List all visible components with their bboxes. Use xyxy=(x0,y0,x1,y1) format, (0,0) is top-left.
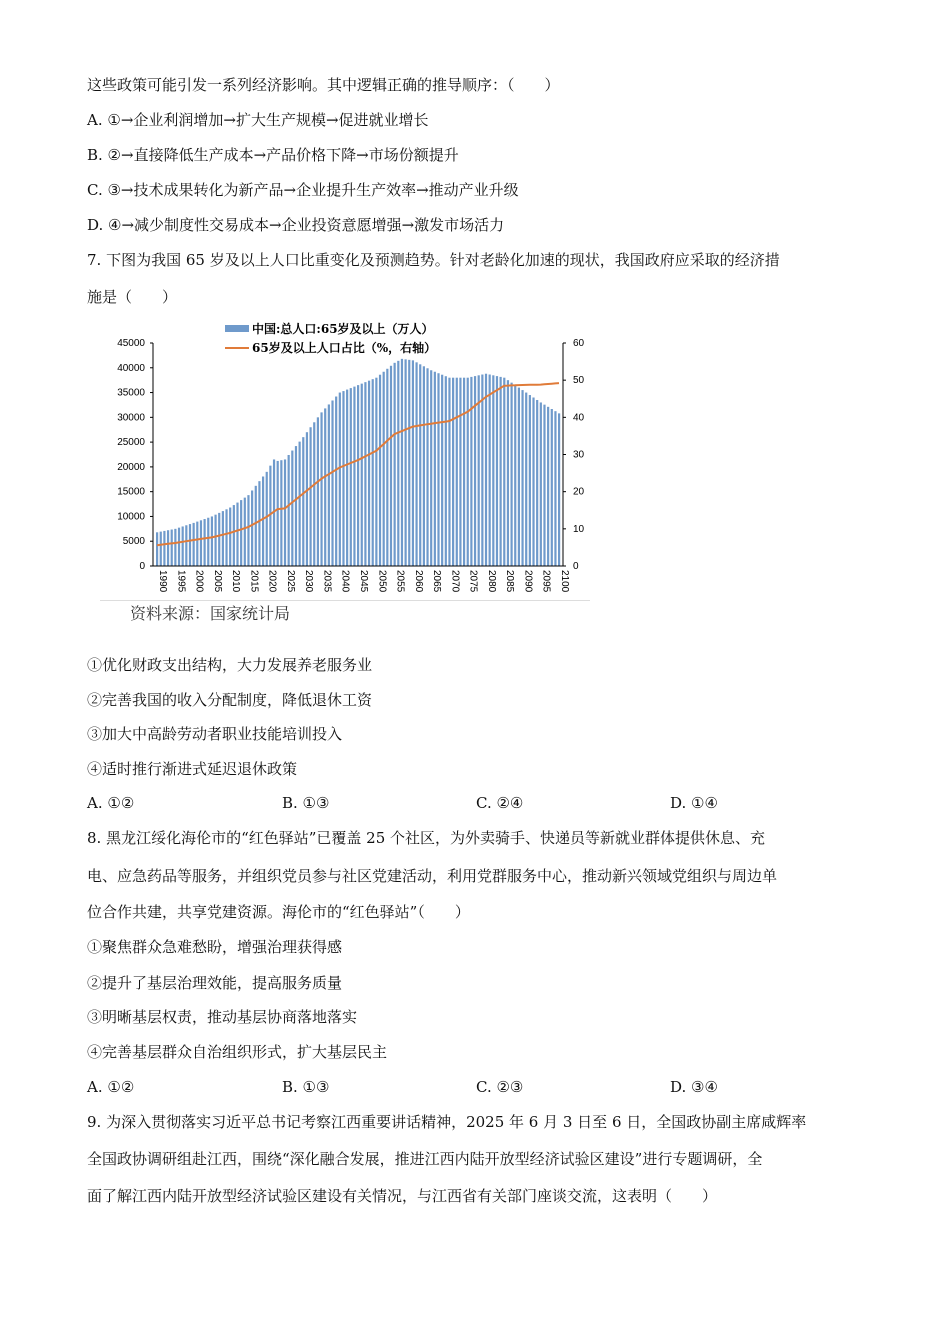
question-9-text: 面了解江西内陆开放型经济试验区建设有关情况，与江西省有关部门座谈交流，这表明（ ） xyxy=(87,1187,718,1205)
q7-option: C. ②④ xyxy=(476,794,524,812)
bar-2042 xyxy=(346,390,348,566)
bar-2079 xyxy=(481,375,483,566)
bar-2028 xyxy=(295,446,297,566)
bar-2032 xyxy=(309,427,311,566)
x-tick: 2065 xyxy=(431,570,443,593)
bar-2018 xyxy=(258,481,260,566)
bar-2099 xyxy=(554,411,556,566)
bar-2094 xyxy=(536,400,538,566)
bar-1992 xyxy=(163,531,165,566)
q8-statement: ④完善基层群众自治组织形式，扩大基层民主 xyxy=(87,1043,388,1061)
bar-2003 xyxy=(204,519,206,566)
bar-2085 xyxy=(503,378,505,566)
bar-1999 xyxy=(189,524,191,566)
bar-2020 xyxy=(266,472,268,566)
bar-2030 xyxy=(302,437,304,566)
bar-2089 xyxy=(518,388,520,566)
y-left-tick: 35000 xyxy=(117,387,145,399)
x-tick: 2075 xyxy=(467,570,479,593)
bar-2088 xyxy=(514,385,516,566)
y-left-tick: 20000 xyxy=(117,461,145,473)
bar-2100 xyxy=(558,413,560,566)
x-tick: 2080 xyxy=(485,570,497,593)
x-tick: 2090 xyxy=(522,570,534,593)
y-left-tick: 45000 xyxy=(117,338,145,349)
bar-2000 xyxy=(193,523,195,566)
y-left-tick: 0 xyxy=(139,561,145,572)
bar-2031 xyxy=(306,432,308,566)
bar-2060 xyxy=(412,360,414,566)
bar-2054 xyxy=(390,366,392,566)
bar-2090 xyxy=(521,390,523,566)
q7-statement: ②完善我国的收入分配制度，降低退休工资 xyxy=(87,691,373,709)
legend-label: 65岁及以上人口占比（%，右轴） xyxy=(252,341,437,355)
y-right-tick: 10 xyxy=(573,523,585,535)
question-8-text: 8. 黑龙江绥化海伦市的“红色驿站”已覆盖 25 个社区，为外卖骑手、快递员等新就业群体提供休息、充 xyxy=(87,829,766,847)
answer-option: C. ③→技术成果转化为新产品→企业提升生产效率→推动产业升级 xyxy=(87,181,519,199)
x-tick: 2060 xyxy=(412,570,424,593)
legend-label: 中国:总人口:65岁及以上（万人） xyxy=(252,322,434,336)
q8-option: C. ②③ xyxy=(476,1078,524,1096)
bar-2064 xyxy=(426,368,428,566)
bar-1997 xyxy=(182,526,184,566)
bar-1996 xyxy=(178,528,180,566)
bar-2004 xyxy=(207,518,209,566)
answer-option: D. ④→减少制度性交易成本→企业投资意愿增强→激发市场活力 xyxy=(87,216,505,234)
bar-2076 xyxy=(470,377,472,566)
y-left-tick: 15000 xyxy=(117,486,145,498)
bar-2019 xyxy=(262,477,264,566)
x-tick: 1995 xyxy=(175,570,187,593)
bar-2014 xyxy=(244,498,246,566)
q8-statement: ③明晰基层权责，推动基层协商落地落实 xyxy=(87,1008,358,1026)
q8-option: A. ①② xyxy=(87,1078,135,1096)
x-tick: 2100 xyxy=(559,570,570,593)
question-9-text: 全国政协调研组赴江西，围绕“深化融合发展，推进江西内陆开放型经济试验区建设”进行专题调研，全 xyxy=(87,1150,763,1168)
bar-2062 xyxy=(419,364,421,566)
bar-2082 xyxy=(492,375,494,566)
legend-bar-swatch xyxy=(225,325,249,332)
bar-2053 xyxy=(386,369,388,566)
y-right-tick: 40 xyxy=(573,412,585,424)
x-tick: 2040 xyxy=(339,570,351,593)
x-tick: 2035 xyxy=(321,570,333,593)
bar-2074 xyxy=(463,378,465,566)
bar-2016 xyxy=(251,490,253,566)
bar-1990 xyxy=(156,532,158,566)
bar-2034 xyxy=(317,417,319,566)
bar-2046 xyxy=(361,384,363,566)
bar-2047 xyxy=(364,382,366,566)
population-chart xyxy=(95,315,595,605)
y-left-tick: 40000 xyxy=(117,362,145,374)
bar-2070 xyxy=(448,378,450,566)
question-8-text: 电、应急药品等服务，并组织党员参与社区党建活动，利用党群服务中心，推动新兴领域党组织与周边单 xyxy=(87,867,778,885)
bar-2026 xyxy=(288,455,290,566)
y-right-tick: 60 xyxy=(573,338,585,349)
question-7-text: 施是（ ） xyxy=(87,288,178,306)
bar-2039 xyxy=(335,397,337,566)
x-tick: 2010 xyxy=(230,570,242,593)
bar-2065 xyxy=(430,370,432,566)
bar-2086 xyxy=(507,380,509,566)
bar-2040 xyxy=(339,393,341,566)
bar-2033 xyxy=(313,422,315,566)
bar-2068 xyxy=(441,375,443,566)
bar-2093 xyxy=(532,398,534,566)
bar-1994 xyxy=(171,530,173,566)
q8-statement: ①聚焦群众急难愁盼，增强治理获得感 xyxy=(87,938,343,956)
bar-2001 xyxy=(196,522,198,566)
bar-1998 xyxy=(185,525,187,566)
question-text: 这些政策可能引发一系列经济影响。其中逻辑正确的推导顺序：（ ） xyxy=(87,76,560,94)
bar-2009 xyxy=(225,509,227,566)
x-tick: 2020 xyxy=(266,570,278,593)
question-8-text: 位合作共建，共享党建资源。海伦市的“红色驿站”（ ） xyxy=(87,903,470,921)
bar-2002 xyxy=(200,520,202,566)
bar-2029 xyxy=(299,442,301,566)
bar-2012 xyxy=(236,503,238,566)
bar-2051 xyxy=(379,375,381,566)
bar-2071 xyxy=(452,378,454,566)
y-left-tick: 30000 xyxy=(117,412,145,424)
bar-2027 xyxy=(291,451,293,566)
answer-option: B. ②→直接降低生产成本→产品价格下降→市场份额提升 xyxy=(87,146,459,164)
x-tick: 2015 xyxy=(248,570,260,593)
x-tick: 2045 xyxy=(358,570,369,593)
bar-2072 xyxy=(456,378,458,566)
q7-option: A. ①② xyxy=(87,794,135,812)
chart-source: 资料来源：国家统计局 xyxy=(130,604,291,623)
bar-2097 xyxy=(547,407,549,566)
bar-2036 xyxy=(324,408,326,566)
bar-2081 xyxy=(489,375,491,566)
question-7-text: 7. 下图为我国 65 岁及以上人口比重变化及预测趋势。针对老龄化加速的现状，我国政府应采取的经济措 xyxy=(87,251,780,269)
bar-2058 xyxy=(405,359,407,566)
x-tick: 2025 xyxy=(284,570,296,593)
bar-2023 xyxy=(277,461,279,566)
bar-2075 xyxy=(467,378,469,566)
y-right-tick: 20 xyxy=(573,486,585,498)
bar-2092 xyxy=(529,395,531,566)
bar-2069 xyxy=(445,376,447,566)
bar-2007 xyxy=(218,513,220,566)
question-9-text: 9. 为深入贯彻落实习近平总书记考察江西重要讲话精神，2025 年 6 月 3 日至 6 日，全国政协副主席咸辉率 xyxy=(87,1113,807,1131)
bar-2095 xyxy=(540,402,542,566)
bar-2005 xyxy=(211,516,213,566)
x-tick: 2005 xyxy=(211,570,223,593)
bar-2061 xyxy=(415,362,417,566)
y-left-tick: 25000 xyxy=(117,437,145,449)
bar-2073 xyxy=(459,378,461,566)
bar-2025 xyxy=(284,459,286,566)
bar-2045 xyxy=(357,385,359,566)
bar-1993 xyxy=(167,530,169,566)
bar-2052 xyxy=(383,372,385,566)
bar-2063 xyxy=(423,366,425,566)
x-tick: 2085 xyxy=(504,570,516,593)
bar-2050 xyxy=(375,378,377,566)
bar-2024 xyxy=(280,460,282,566)
y-right-tick: 30 xyxy=(573,449,585,461)
bar-2010 xyxy=(229,508,231,566)
bar-1995 xyxy=(174,529,176,566)
q7-option: D. ①④ xyxy=(670,794,718,812)
q8-statement: ②提升了基层治理效能，提高服务质量 xyxy=(87,974,343,992)
bar-2041 xyxy=(342,391,344,566)
bar-2037 xyxy=(328,404,330,566)
bar-2083 xyxy=(496,376,498,566)
q7-statement: ④适时推行渐进式延迟退休政策 xyxy=(87,760,298,778)
x-tick: 2000 xyxy=(193,570,205,593)
bar-2011 xyxy=(233,505,235,566)
bar-2080 xyxy=(485,374,487,566)
bar-2056 xyxy=(397,361,399,566)
bar-2017 xyxy=(255,486,257,566)
q7-statement: ①优化财政支出结构，大力发展养老服务业 xyxy=(87,656,373,674)
q8-option: B. ①③ xyxy=(282,1078,330,1096)
bar-2048 xyxy=(368,381,370,566)
q7-statement: ③加大中高龄劳动者职业技能培训投入 xyxy=(87,725,343,743)
bar-2013 xyxy=(240,500,242,566)
bar-2015 xyxy=(247,495,249,566)
bar-2059 xyxy=(408,360,410,566)
bar-2008 xyxy=(222,511,224,566)
x-tick: 2070 xyxy=(449,570,461,593)
answer-option: A. ①→企业利润增加→扩大生产规模→促进就业增长 xyxy=(87,111,429,129)
bar-2055 xyxy=(394,363,396,566)
bar-1991 xyxy=(160,532,162,566)
q7-option: B. ①③ xyxy=(282,794,330,812)
bar-2087 xyxy=(510,383,512,566)
y-right-tick: 50 xyxy=(573,375,585,387)
y-right-tick: 0 xyxy=(573,561,579,572)
bar-2035 xyxy=(320,412,322,566)
bar-2044 xyxy=(353,387,355,566)
y-left-tick: 10000 xyxy=(117,511,145,523)
bar-2043 xyxy=(350,388,352,566)
x-tick: 2030 xyxy=(303,570,315,593)
bar-2049 xyxy=(372,379,374,566)
x-tick: 2095 xyxy=(540,570,552,593)
bar-2096 xyxy=(543,405,545,566)
bar-2038 xyxy=(331,400,333,566)
bar-2067 xyxy=(437,373,439,566)
bar-2091 xyxy=(525,393,527,566)
x-tick: 1990 xyxy=(157,570,168,593)
y-left-tick: 5000 xyxy=(122,536,145,548)
x-tick: 2055 xyxy=(394,570,406,593)
x-tick: 2050 xyxy=(376,570,388,593)
bar-2006 xyxy=(214,515,216,566)
bar-2057 xyxy=(401,359,403,566)
bar-2098 xyxy=(551,409,553,566)
bar-2084 xyxy=(500,377,502,566)
bar-2066 xyxy=(434,372,436,566)
q8-option: D. ③④ xyxy=(670,1078,718,1096)
